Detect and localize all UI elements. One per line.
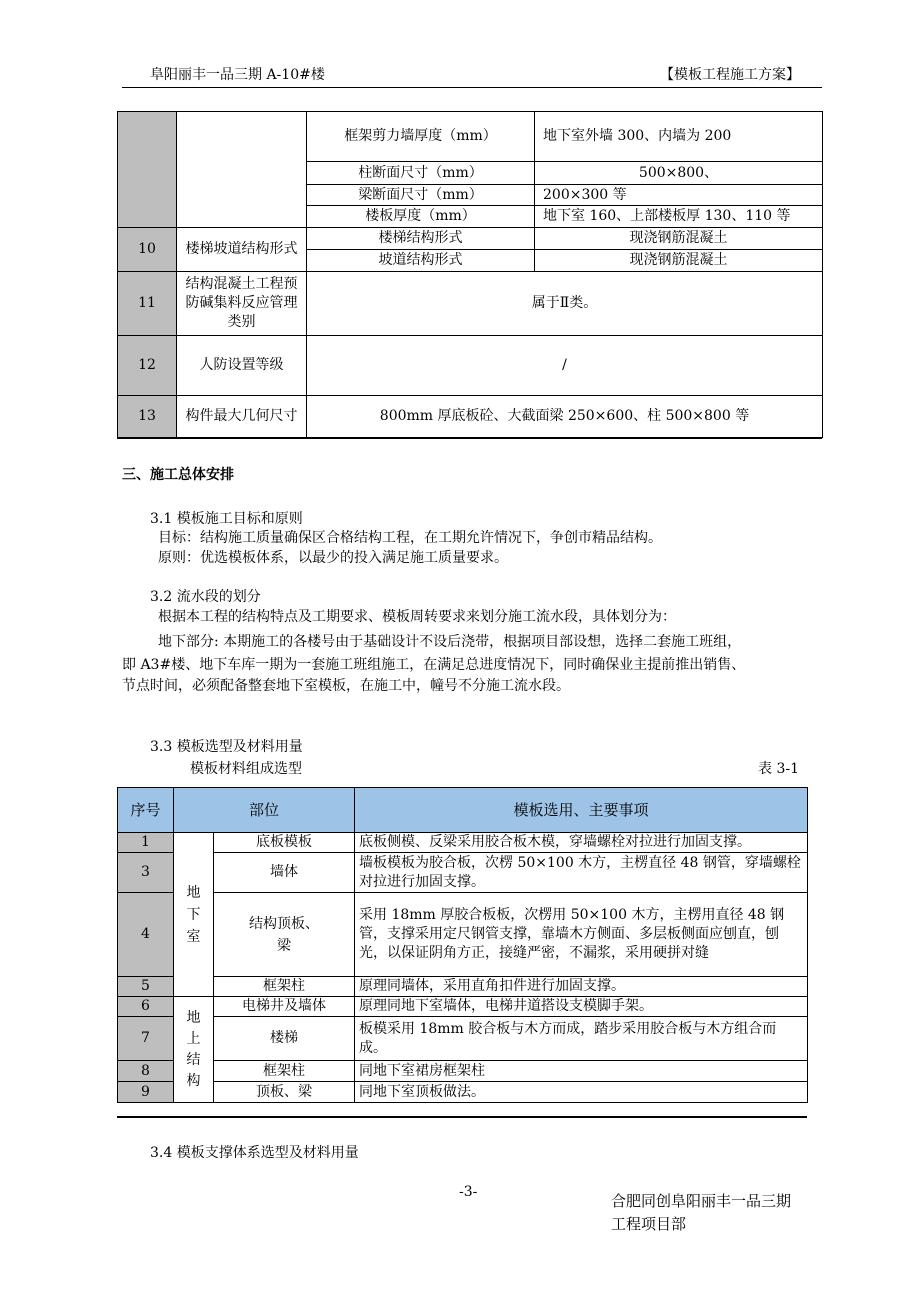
footer-department: 工程项目部 bbox=[611, 1215, 687, 1233]
beam-size-label: 梁断面尺寸（mm） bbox=[307, 185, 535, 206]
formwork-selection-table bbox=[117, 787, 808, 1103]
row-10-title: 楼梯坡道结构形式 bbox=[177, 228, 307, 272]
row-number: 8 bbox=[118, 1061, 174, 1082]
table-caption: 模板材料组成选型 bbox=[190, 761, 302, 777]
subsection-3-1-title: 3.1 模板施工目标和原则 bbox=[150, 511, 303, 527]
row-12-title: 人防设置等级 bbox=[177, 336, 307, 396]
frame-wall-value: 地下室外墙 300、内墙为 200 bbox=[535, 112, 823, 162]
desc-cell: 采用 18mm 厚胶合板板，次楞用 50×100 木方，主楞用直径 48 钢管，支撑采用定尺钢管支撑，靠墙木方侧面、多层板侧面应刨直，刨光，以保证阴角方正，接缝严密，不漏浆，采用硬拼对缝 bbox=[355, 893, 808, 977]
header-cell-no: 序号 bbox=[118, 788, 174, 833]
subsection-3-4-title: 3.4 模板支撑体系选型及材料用量 bbox=[150, 1145, 359, 1161]
header-project-title: 阜阳丽丰一品三期 A-10#楼 bbox=[150, 67, 325, 83]
part-cell: 墙体 bbox=[214, 853, 355, 893]
row-number: 6 bbox=[118, 997, 174, 1017]
footer-organization: 合肥同创阜阳丽丰一品三期 bbox=[611, 1192, 792, 1210]
subsection-3-3-title: 3.3 模板选型及材料用量 bbox=[150, 739, 303, 755]
project-overview-table bbox=[117, 111, 823, 438]
row-13-value: 800mm 厚底板砼、大截面梁 250×600、柱 500×800 等 bbox=[307, 396, 823, 438]
frame-wall-label: 框架剪力墙厚度（mm） bbox=[307, 112, 535, 162]
paragraph-line: 地下部分: 本期施工的各楼号由于基础设计不设后浇带，根据项目部设想，选择二套施工班组， bbox=[158, 634, 742, 650]
subsection-3-2-title: 3.2 流水段的划分 bbox=[150, 589, 261, 605]
row-10-number: 10 bbox=[118, 228, 177, 272]
part-cell: 电梯井及墙体 bbox=[214, 997, 355, 1017]
desc-cell: 原理同墙体，采用直角扣件进行加固支撑。 bbox=[355, 977, 808, 997]
stair-structure-label: 楼梯结构形式 bbox=[307, 228, 535, 250]
ramp-structure-value: 现浇钢筋混凝土 bbox=[535, 250, 823, 272]
slab-thickness-value: 地下室 160、上部楼板厚 130、110 等 bbox=[535, 206, 823, 228]
row-12-value: / bbox=[307, 336, 823, 396]
header-cell-part: 部位 bbox=[174, 788, 355, 833]
table-bottom-rule bbox=[117, 437, 822, 439]
row-number: 4 bbox=[118, 893, 174, 977]
header-rule bbox=[122, 87, 822, 88]
desc-cell: 同地下室顶板做法。 bbox=[355, 1082, 808, 1103]
part-cell: 框架柱 bbox=[214, 977, 355, 997]
row-number: 9 bbox=[118, 1082, 174, 1103]
paragraph-line: 节点时间，必须配备整套地下室模板，在施工中，幢号不分施工流水段。 bbox=[122, 678, 570, 694]
row-number: 7 bbox=[118, 1017, 174, 1061]
row-title-cell bbox=[177, 112, 307, 228]
header-document-title: 【模板工程施工方案】 bbox=[660, 67, 800, 83]
part-cell: 楼梯 bbox=[214, 1017, 355, 1061]
table-bottom-rule bbox=[117, 1116, 807, 1118]
table-number: 表 3-1 bbox=[758, 761, 799, 777]
desc-cell: 板模采用 18mm 胶合板与木方而成，踏步采用胶合板与木方组合而成。 bbox=[355, 1017, 808, 1061]
row-11-number: 11 bbox=[118, 272, 177, 336]
ramp-structure-label: 坡道结构形式 bbox=[307, 250, 535, 272]
beam-size-value: 200×300 等 bbox=[535, 185, 823, 206]
desc-cell: 底板侧模、反梁采用胶合板木模，穿墙螺栓对拉进行加固支撑。 bbox=[355, 833, 808, 853]
section-heading: 三、施工总体安排 bbox=[122, 467, 234, 483]
row-11-value: 属于Ⅱ类。 bbox=[307, 272, 823, 336]
group-basement: 地下室 bbox=[186, 884, 201, 945]
desc-cell: 原理同地下室墙体，电梯井道搭设支模脚手架。 bbox=[355, 997, 808, 1017]
row-number: 1 bbox=[118, 833, 174, 853]
row-12-number: 12 bbox=[118, 336, 177, 396]
part-cell: 底板模板 bbox=[214, 833, 355, 853]
group-above-ground: 地上结构 bbox=[186, 1009, 201, 1089]
stair-structure-value: 现浇钢筋混凝土 bbox=[535, 228, 823, 250]
part-cell: 结构顶板、梁 bbox=[249, 915, 319, 954]
row-11-title: 结构混凝土工程预防碱集料反应管理类别 bbox=[177, 272, 307, 336]
desc-cell: 同地下室裙房框架柱 bbox=[355, 1061, 808, 1082]
part-cell: 顶板、梁 bbox=[214, 1082, 355, 1103]
page-number: -3- bbox=[459, 1184, 478, 1200]
paragraph-line: 根据本工程的结构特点及工期要求、模板周转要求来划分施工流水段，具体划分为： bbox=[158, 609, 676, 625]
part-cell: 框架柱 bbox=[214, 1061, 355, 1082]
principle-text: 原则：优选模板体系，以最少的投入满足施工质量要求。 bbox=[158, 550, 508, 566]
desc-cell: 墙板模板为胶合板，次楞 50×100 木方，主楞直径 48 钢管，穿墙螺栓对拉进行加固支撑。 bbox=[355, 853, 808, 893]
row-13-number: 13 bbox=[118, 396, 177, 438]
column-size-value: 500×800、 bbox=[535, 162, 823, 185]
row-number-cell bbox=[118, 112, 177, 228]
row-number: 3 bbox=[118, 853, 174, 893]
row-13-title: 构件最大几何尺寸 bbox=[177, 396, 307, 438]
header-cell-desc: 模板选用、主要事项 bbox=[355, 788, 808, 833]
row-number: 5 bbox=[118, 977, 174, 997]
slab-thickness-label: 楼板厚度（mm） bbox=[307, 206, 535, 228]
goal-text: 目标：结构施工质量确保区合格结构工程，在工期允许情况下，争创市精品结构。 bbox=[158, 530, 662, 546]
column-size-label: 柱断面尺寸（mm） bbox=[307, 162, 535, 185]
paragraph-line: 即 A3#楼、地下车库一期为一套施工班组施工，在满足总进度情况下，同时确保业主提前推出销售、 bbox=[122, 657, 746, 673]
